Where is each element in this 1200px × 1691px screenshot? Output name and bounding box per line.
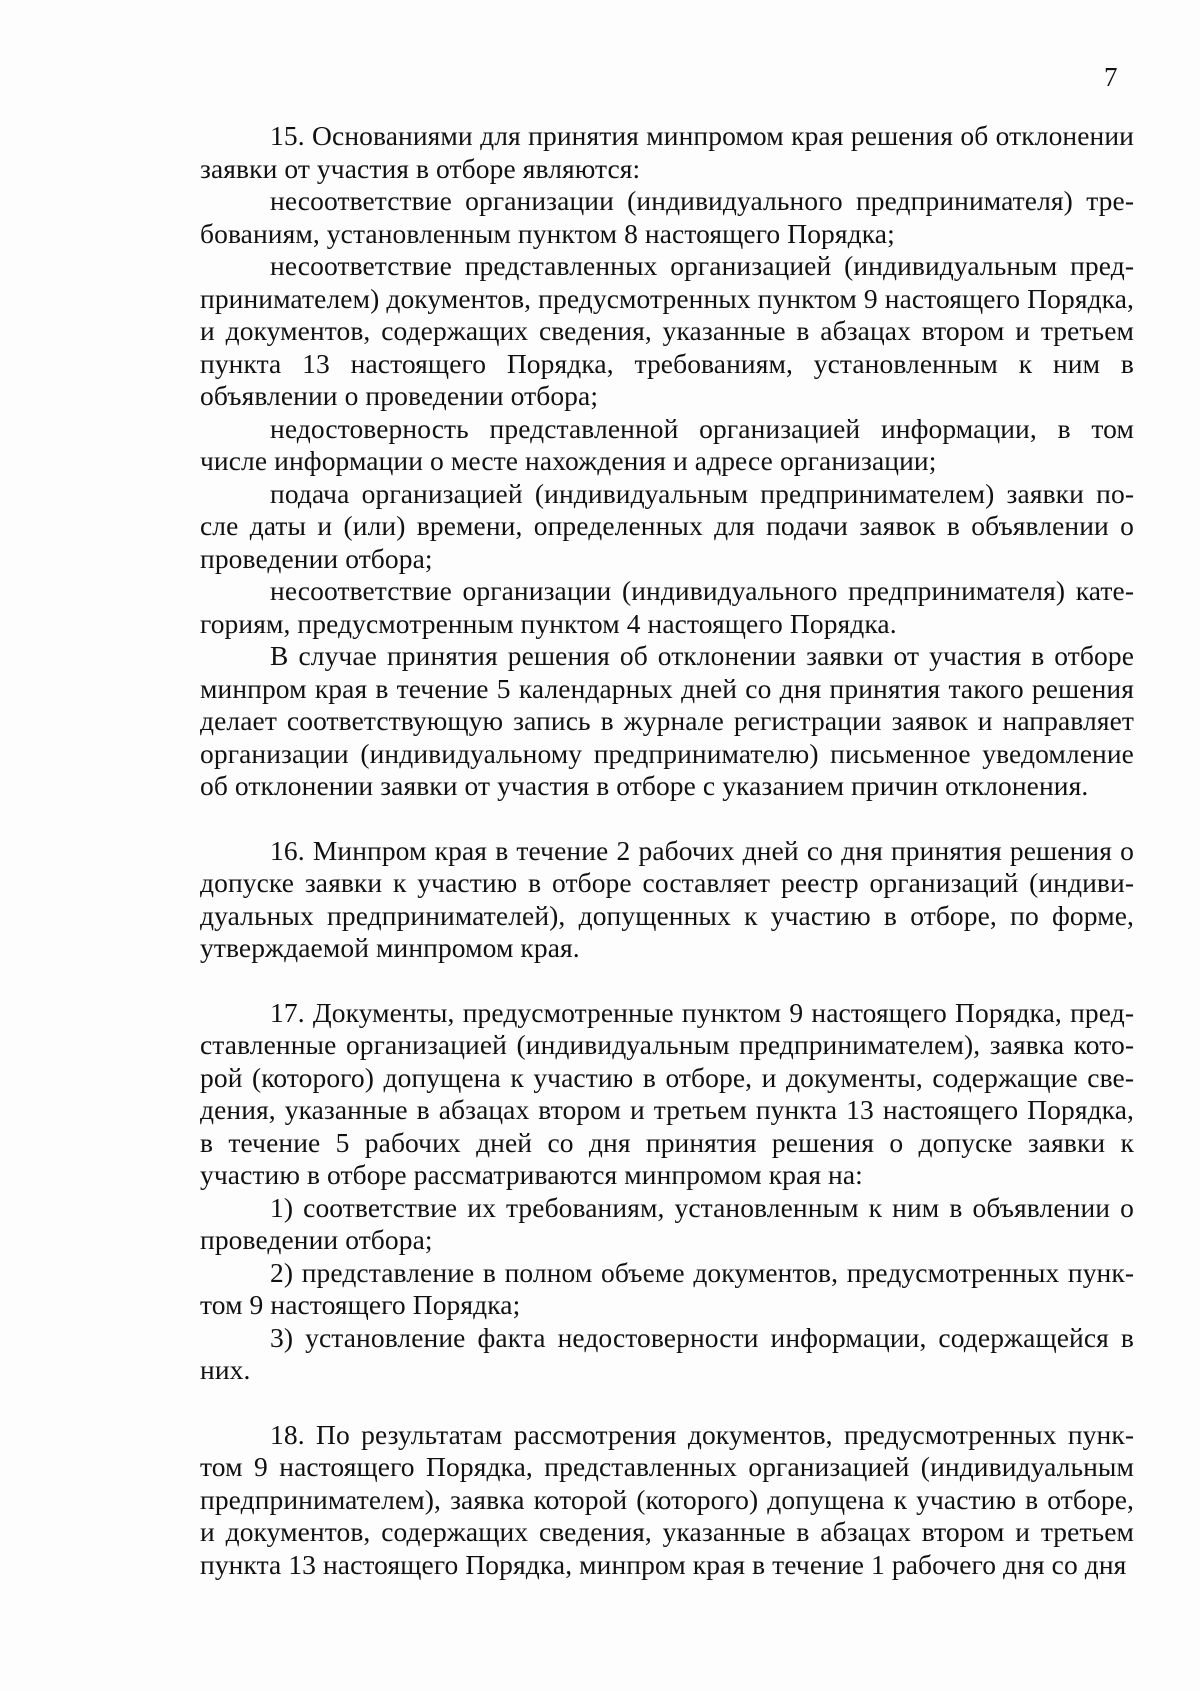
section-17 — [200, 997, 1134, 1387]
paragraph: подача организацией (индивидуальным предпринимателем) заявки после даты и (или) времени, определенных для подачи заявок в объявлении о проведении отбора; — [200, 477, 1134, 574]
page-number: 7 — [1104, 62, 1118, 92]
paragraph: недостоверность представленной организацией информации, в том числе информации о месте нахождения и адресе организации; — [200, 412, 1134, 476]
document-body — [200, 120, 1134, 1613]
paragraph: 1) соответствие их требованиям, установленным к ним в объявлении о проведении отбора; — [200, 1191, 1134, 1255]
section-15 — [200, 120, 1134, 803]
paragraph: 16. Минпром края в течение 2 рабочих дней со дня принятия решения о допуске заявки к участию в отборе составляет реестр организаций (индивидуальных предпринимателей), допущенных к участию в отборе, по форме, утверждаемой минпромом края. — [200, 834, 1134, 963]
section-18 — [200, 1419, 1134, 1582]
paragraph: 15. Основаниями для принятия минпромом края решения об отклонении заявки от участия в отборе являются: — [200, 120, 1134, 184]
paragraph: 17. Документы, предусмотренные пунктом 9 настоящего Порядка, представленные организацией (индивидуальным предпринимателем), заявка которой (которого) допущена к участию в отборе, и документы, содержащие сведения, указанные в абзацах втором и третьем пункта 13 настоящего Порядка, в течение 5 рабочих дней со дня принятия решения о допуске заявки к участию в отборе рассматриваются минпромом края на: — [200, 996, 1134, 1190]
paragraph: В случае принятия решения об отклонении заявки от участия в отборе минпром края в течение 5 календарных дней со дня принятия такого решения делает соответствующую запись в журнале регистрации заявок и направляет организации (индивидуальному предпринимателю) письменное уведомление об отклонении заявки от участия в отборе с указанием причин отклонения. — [200, 640, 1134, 801]
paragraph: несоответствие представленных организацией (индивидуальным предпринимателем) документов, предусмотренных пунктом 9 настоящего Порядка, и документов, содержащих сведения, указанные в абзацах втором и третьем пункта 13 настоящего Порядка, требованиям, установленным к ним в объявлении о проведении отбора; — [200, 250, 1134, 411]
section-16 — [200, 835, 1134, 965]
paragraph: несоответствие организации (индивидуального предпринимателя) требованиям, установленным пунктом 8 настоящего Порядка; — [200, 185, 1134, 249]
paragraph: 3) установление факта недостоверности информации, содержащейся в них. — [200, 1321, 1134, 1385]
paragraph: несоответствие организации (индивидуального предпринимателя) категориям, предусмотренным пунктом 4 настоящего Порядка. — [200, 575, 1134, 639]
paragraph: 2) представление в полном объеме документов, предусмотренных пунктом 9 настоящего Порядка; — [200, 1256, 1134, 1320]
paragraph: 18. По результатам рассмотрения документов, предусмотренных пунктом 9 настоящего Порядка, представленных организацией (индивидуальным предпринимателем), заявка которой (которого) допущена к участию в отборе, и документов, содержащих сведения, указанные в абзацах втором и третьем пункта 13 настоящего Порядка, минпром края в течение 1 рабочего дня со дня — [200, 1418, 1134, 1580]
